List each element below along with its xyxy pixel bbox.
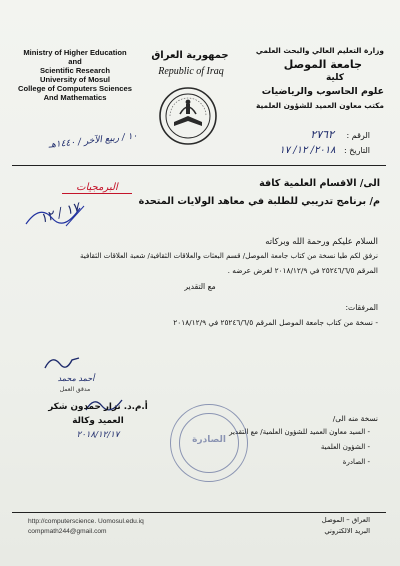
university-logo [158,86,218,146]
recipient-line: الى/ الاقسام العلمية كافة [259,178,380,189]
college-name-arabic: علوم الحاسوب والرياضيات [261,86,384,97]
handwritten-blue-date: ١٧ / ١٢ [38,200,82,227]
preparer-name: أحمد محمد [57,374,95,383]
greeting: السلام عليكم ورحمة الله وبركاته [265,236,378,246]
footer-website: http://computerscience. Uomosul.edu.iq [28,518,144,525]
office-arabic: مكتب معاون العميد للشؤون العلمية [256,101,384,110]
handwritten-scribble [22,200,92,230]
english-letterhead [16,48,134,102]
attachments-heading: المرفقات: [345,303,378,312]
stamp-label: الصادرة [192,435,226,445]
reference-number-label: الرقم : [346,131,370,140]
reference-date-value: ٢٠١٨/ ١٢/ ١٧ [279,145,336,156]
reference-date-row [250,145,370,156]
attachments-item: - نسخة من كتاب جامعة الموصل المرقم ٢٥٢٤٦/٦/٥ في ٢٠١٨/١٢/٩ [173,318,378,327]
body-line-2: المرقم ٢٥٢٤٦/٦/٥ في ٢٠١٨/١٢/٩ لغرض عرضه . [227,266,378,275]
hijri-date: ١٠ / ربيع الآخر / ١٤٤٠هـ [48,131,138,151]
closing: مع التقدير [184,282,216,291]
preparer-signature-mark [42,352,82,374]
reference-number-value: ٢٧٦٢ [310,128,334,141]
republic-arabic: جمهورية العراق [151,50,229,61]
reference-date-label: التاريخ : [343,146,370,155]
copies-item-2: - الشؤون العلمية [320,443,370,451]
english-line-5: And Mathematics [43,93,107,102]
dean-title: العميد وكالة [72,416,124,426]
ministry-arabic: وزارة التعليم العالي والبحث العلمي [255,46,384,55]
footer-location: العراق – الموصل [321,516,370,524]
english-line-4: College of Computers Sciences [18,84,132,93]
preparer-title: مدقق العمل [59,386,91,393]
republic-english: Republic of Iraq [158,66,224,77]
footer-divider [12,512,386,513]
body-line-1: نرفق لكم طيا نسخة من كتاب جامعة الموصل/ قسم البعثات والعلاقات الثقافية/ شعبة العلاقات الثقافية [80,251,378,260]
reference-number-row [250,128,370,141]
signature-date: ٢٠١٨/١٢/١٧ [76,430,120,440]
header-divider [12,165,386,166]
copies-item-3: - الصادرة [342,458,370,466]
copies-heading: نسخة منه الى/ [332,414,378,423]
outgoing-stamp [170,404,248,482]
subject-line: م/ برنامج تدريبي للطلبة في معاهد الولايات المتحدة [138,196,380,207]
college-label-arabic: كلية [325,73,344,83]
english-line-1: Ministry of Higher Education and [23,48,127,66]
footer-email: compmath244@gmail.com [28,528,107,535]
footer-email-label: البريد الالكتروني [324,527,370,535]
arabic-letterhead [234,46,384,110]
copies-item-1: - السيد معاون العميد للشؤون العلمية/ مع التقدير [229,428,370,436]
english-line-3: University of Mosul [39,75,111,84]
english-line-2: Scientific Research [39,66,111,75]
university-arabic: جامعة الموصل [283,58,362,71]
handwritten-red-note: البرمجيات [62,182,132,194]
dean-name: أ.م.د. نزار حمدون شكر [48,402,148,412]
